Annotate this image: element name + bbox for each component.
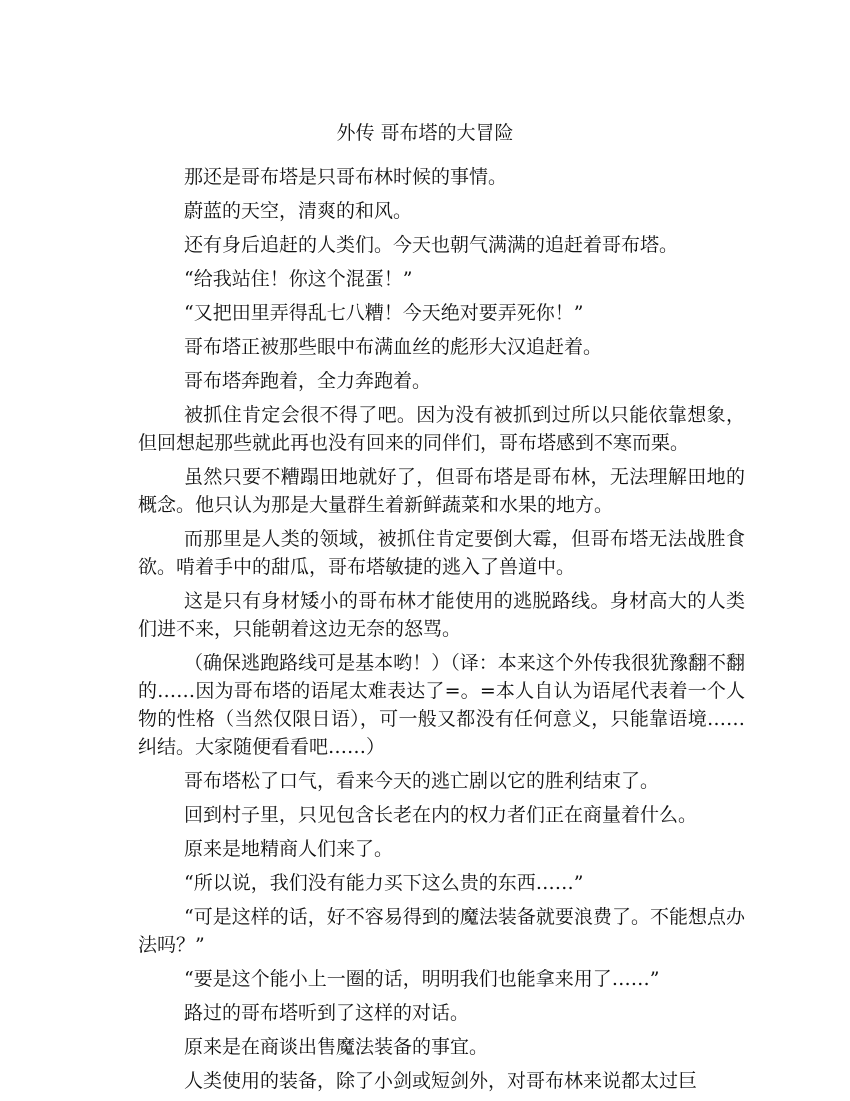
paragraph: 原来是地精商人们来了。 <box>184 838 394 860</box>
paragraph: 那还是哥布塔是只哥布林时候的事情。 <box>184 166 508 188</box>
chapter-title: 外传 哥布塔的大冒险 <box>336 122 514 144</box>
paragraph: 哥布塔松了口气，看来今天的逃亡剧以它的胜利结束了。 <box>184 770 660 792</box>
paragraph: 原来是在商谈出售魔法装备的事宜。 <box>184 1036 489 1058</box>
chapter-body <box>138 163 745 1101</box>
paragraph: 虽然只要不糟蹋田地就好了，但哥布塔是哥布林，无法理解田地的概念。他只认为那是大量群生着新鲜蔬菜和水果的地方。 <box>138 466 745 516</box>
paragraph: “又把田里弄得乱七八糟！今天绝对要弄死你！” <box>184 302 584 324</box>
paragraph-continued: 人类使用的装备，除了小剑或短剑外，对哥布林来说都太过巨 <box>184 1070 698 1092</box>
paragraph: 蔚蓝的天空，清爽的和风。 <box>184 200 413 222</box>
paragraph: “给我站住！你这个混蛋！” <box>184 268 413 290</box>
paragraph: 哥布塔奔跑着，全力奔跑着。 <box>184 370 432 392</box>
paragraph: 这是只有身材矮小的哥布林才能使用的逃脱路线。身材高大的人类们进不来，只能朝着这边无奈的怒骂。 <box>138 590 745 640</box>
paragraph: 而那里是人类的领域，被抓住肯定要倒大霉，但哥布塔无法战胜食欲。啃着手中的甜瓜，哥布塔敏捷的逃入了兽道中。 <box>138 528 745 578</box>
paragraph: 路过的哥布塔听到了这样的对话。 <box>184 1002 470 1024</box>
paragraph: 回到村子里，只见包含长老在内的权力者们正在商量着什么。 <box>184 804 698 826</box>
paragraph: “可是这样的话，好不容易得到的魔法装备就要浪费了。不能想点办法吗？” <box>138 906 745 956</box>
paragraph: “所以说，我们没有能力买下这么贵的东西……” <box>184 872 584 894</box>
paragraph: “要是这个能小上一圈的话，明明我们也能拿来用了……” <box>184 968 660 990</box>
paragraph: 还有身后追赶的人类们。今天也朝气满满的追赶着哥布塔。 <box>184 234 679 256</box>
paragraph: 哥布塔正被那些眼中布满血丝的彪形大汉追赶着。 <box>184 336 603 358</box>
paragraph: 被抓住肯定会很不得了吧。因为没有被抓到过所以只能依靠想象，但回想起那些就此再也没有回来的同伴们，哥布塔感到不寒而栗。 <box>138 404 745 454</box>
translator-note-paragraph: （确保逃跑路线可是基本哟！）（译：本来这个外传我很犹豫翻不翻的……因为哥布塔的语尾太难表达了=。=本人自认为语尾代表着一个人物的性格（当然仅限日语），可一般又都没有任何意义，只能靠语境……纠结。大家随便看看吧……） <box>138 652 745 758</box>
